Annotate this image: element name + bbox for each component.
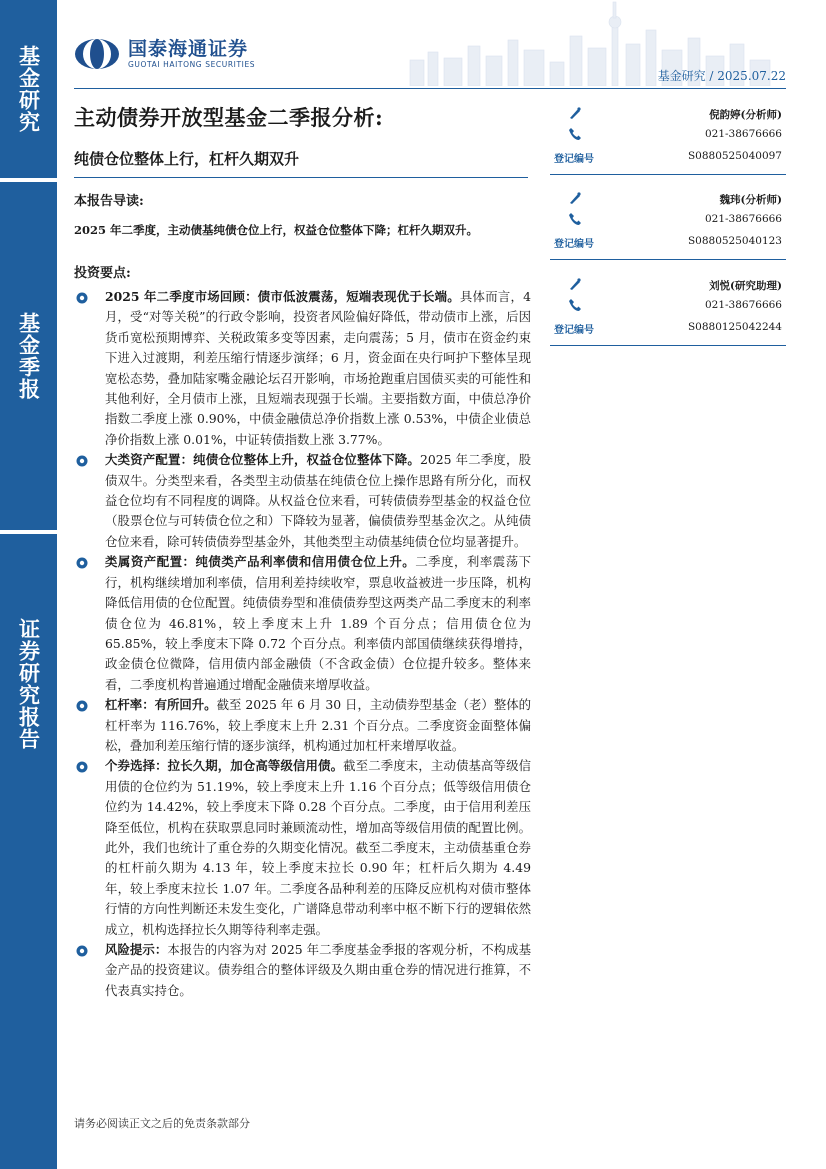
report-title: 主动债券开放型基金二季报分析: — [74, 105, 384, 130]
title-divider — [74, 177, 528, 178]
pen-icon — [568, 277, 582, 291]
analyst-reg-no: S0880525040123 — [687, 235, 782, 247]
bullet-icon — [76, 700, 88, 712]
analyst-divider — [550, 174, 786, 175]
sidebar-label-fund-quarterly: 基金季报 — [0, 182, 57, 530]
footer-disclaimer: 请务必阅读正文之后的免责条款部分 — [74, 1117, 250, 1130]
analyst-reg-no: S0880125042244 — [687, 321, 782, 333]
analyst-reg-label: 登记编号 — [554, 325, 594, 336]
brand-logo-icon — [74, 38, 120, 70]
report-subtitle: 纯债仓位整体上行，杠杆久期双升 — [74, 150, 300, 168]
point-body: 截至 2025 年 6 月 30 日，主动债券型基金（老）整体的杠杆率为 116.76%，较上季度末上升 2.31 个百分点。二季度资金面整体偏松，叠加利差压缩行情的逐步演绎，机构通过加杠杆来增厚收益。 — [105, 697, 532, 753]
brand-name-cn: 国泰海通证券 — [128, 38, 249, 60]
analyst-card — [550, 106, 786, 166]
points-heading: 投资要点: — [74, 266, 131, 281]
analyst-divider — [550, 345, 786, 346]
guide-text: 2025 年二季度，主动债基纯债仓位上行，权益仓位整体下降；杠杆久期双升。 — [74, 223, 479, 237]
bullet-icon — [76, 292, 88, 304]
point-heading: 类属资产配置：纯债类产品利率债和信用债仓位上升。 — [105, 554, 416, 570]
point-body: 具体而言，4 月，受“对等关税”的行政令影响，投资者风险偏好降低，带动债市上涨，后因货币宽松预期博弈、关税政策多变等因素，走向震荡；5 月，债市在资金约束下进入过渡期，利差压缩行情逐步演绎；6 月，资金面在央行呵护下整体呈现宽松态势，叠加陆家嘴金融论坛召开影响，市场抢跑重启国债买卖的可能性和其他利好，全月债市上涨，且短端表现强于长端。主要指数方面，中债总净价指数二季度上涨 0.90%，中债金融债总净价指数上涨 0.53%，中债企业债总净价指数上涨 0.01%，中证转债指数上涨 3.77%。 — [105, 289, 531, 447]
analyst-card — [550, 191, 786, 251]
analyst-name: 魏玮(分析师) — [719, 194, 782, 206]
analyst-phone: 021-38676666 — [704, 128, 782, 140]
guide-heading: 本报告导读: — [74, 194, 144, 209]
analyst-phone: 021-38676666 — [704, 299, 782, 311]
phone-icon — [568, 212, 582, 226]
point-heading: 个券选择：拉长久期，加仓高等级信用债。 — [105, 758, 344, 774]
phone-icon — [568, 127, 582, 141]
list-item — [76, 695, 531, 756]
point-heading: 杠杆率：有所回升。 — [105, 697, 217, 713]
sidebar-label-fund-research: 基金研究 — [0, 0, 57, 178]
bullet-icon — [76, 557, 88, 569]
point-heading: 2025 年二季度市场回顾：债市低波震荡，短端表现优于长端。 — [105, 289, 460, 304]
analyst-reg-label: 登记编号 — [554, 154, 594, 165]
bullet-icon — [76, 761, 88, 773]
bullet-icon — [76, 455, 88, 467]
point-heading: 风险提示： — [105, 942, 168, 957]
sidebar — [0, 0, 57, 1169]
list-item — [76, 552, 531, 695]
analyst-divider — [550, 259, 786, 260]
point-body: 二季度，利率震荡下行，机构继续增加利率债，信用利差持续收窄，票息收益被进一步压降，机构降低信用债的仓位配置。纯债债券型和准债债券型这两类产品二季度末的利率债仓位为 46.81%，较上季度末上升 1.89 个百分点；信用债仓位为 65.85%，较上季度末下降 0.72 个百分点。利率债内部国债继续获得增持，政金债仓位微降，信用债内部金融债（不含政金债）仓位提升较多。整体来看，二季度机构普遍通过增配金融债来增厚收益。 — [105, 554, 532, 692]
point-body: 截至二季度末，主动债基高等级信用债的仓位约为 51.19%，较上季度末上升 1.16 个百分点；低等级信用债仓位约为 14.42%，较上季度末下降 0.28 个百分点。二季度，由于信用利差压降至低位，机构在获取票息同时兼顾流动性，增加高等级信用债的配置比例。此外，我们也统计了重仓券的久期变化情况。截至二季度末，主动债基重仓券的杠杆前久期为 4.13 年，较上季度末拉长 0.90 年；杠杆后久期为 4.49 年，较上季度末拉长 1.07 年。二季度各品种利差的压降反应机构对债市整体行情的方向性判断还未发生变化，广谱降息带动利率中枢不断下行的逻辑依然成立，机构选择拉长久期等待利率走强。 — [105, 758, 532, 937]
sidebar-label-securities-report: 证券研究报告 — [0, 534, 57, 834]
analyst-phone: 021-38676666 — [704, 213, 782, 225]
point-body: 2025 年二季度，股债双牛。分类型来看，各类型主动债基在纯债仓位上操作思路有所分化，而权益仓位均有不同程度的调降。从权益仓位来看，可转债债券型基金的权益仓位（股票仓位与可转债仓位之和）下降较为显著，偏债债券型基金次之。从纯债仓位来看，除可转债债券型基金外，其他类型主动债基纯债仓位均显著提升。 — [105, 452, 531, 549]
header-section-date: 基金研究 / 2025.07.22 — [657, 69, 786, 83]
bullet-icon — [76, 945, 88, 957]
point-body: 本报告的内容为对 2025 年二季度基金季报的客观分析，不构成基金产品的投资建议。债券组合的整体评级及久期由重仓券的情况进行推算，不代表真实持仓。 — [105, 942, 531, 998]
brand-name-en: GUOTAI HAITONG SECURITIES — [128, 60, 256, 69]
pen-icon — [568, 191, 582, 205]
analyst-name: 刘悦(研究助理) — [709, 280, 782, 292]
list-item — [76, 287, 531, 450]
header-divider — [74, 88, 786, 89]
list-item — [76, 756, 531, 940]
analyst-reg-label: 登记编号 — [554, 239, 594, 250]
analyst-name: 倪韵婷(分析师) — [709, 109, 782, 121]
list-item — [76, 940, 531, 1001]
list-item — [76, 450, 531, 552]
points-list — [76, 287, 531, 1001]
phone-icon — [568, 298, 582, 312]
analyst-reg-no: S0880525040097 — [687, 150, 782, 162]
brand-logo — [74, 38, 255, 70]
analyst-card — [550, 277, 786, 337]
point-heading: 大类资产配置：纯债仓位整体上升，权益仓位整体下降。 — [105, 452, 420, 468]
pen-icon — [568, 106, 582, 120]
